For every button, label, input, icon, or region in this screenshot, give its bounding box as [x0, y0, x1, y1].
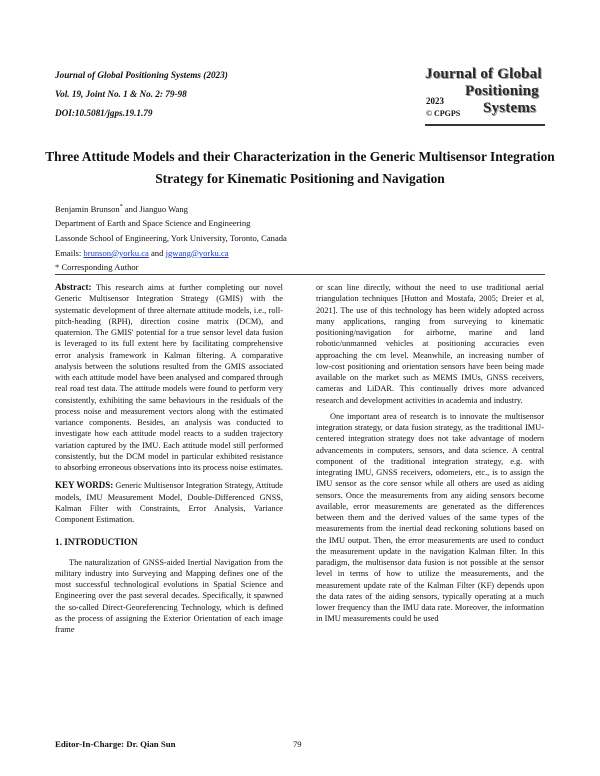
affiliation-school: Lassonde School of Engineering, York University, Toronto, Canada — [55, 233, 287, 244]
intro-paragraph-3: One important area of research is to innovate the multisensor integration strategy, or data fusion strategy, as the traditional IMU-centered integration strategy does not take advantage of modern advancements in computers, sensors, and data science. A central component of the traditional integration strategy, e.g. with integrating IMU, GNSS receivers, odometers, etc., is to assign the IMU sensor as the core sensor while all others are used as aiding sensors. Once the measurements from any aiding sensors become available, error measurements are generated as the differences between them and the derived values of the same types of the measurements from the inertial dead reckoning solutions based on the IMU output. Then, the error measurements are used to conduct the measurement update in the navigation Kalman filter. In this paradigm, the multisensor data fusion is not possible at the sensor level in terms of how to utilize the measurements, and the measurement update rate of the Kalman Filter (KF) depends upon the data rates of the aiding sensors, typically operating at a much lower frequency than the IMU data rate. Moreover, the information in IMU measurements could be used — [316, 411, 544, 624]
author-line — [55, 200, 287, 216]
keywords-text: Generic Multisensor Integration Strategy, Attitude models, IMU Measurement Model, Double-Differenced GNSS, Kalman Filter with Constraints, Error Analysis, Variance Component Estimation. — [55, 481, 283, 524]
author-2: and Jianguo Wang — [122, 203, 188, 214]
section-heading-introduction: 1. INTRODUCTION — [55, 537, 138, 548]
logo-copyright: © CPGPS — [426, 109, 461, 118]
logo-line-3: Systems — [483, 100, 537, 116]
email-link-1[interactable]: brunson@yorku.ca — [83, 247, 149, 258]
intro-paragraph-2: or scan line directly, without the need to use traditional aerial triangulation techniques [Hutton and Mostafa, 2005; Dreier et al, 2021]. The use of this technology has been widely adopted across many applications, ranging from surveying to kinematic positioning/navigation for airborne, marine and land robotic/unmanned vehicles at positioning accuracies even approaching the cm level. Meanwhile, an increasing number of low-cost positioning and orientation sensors have been being made available on the market such as MEMS IMUs, GNSS receivers, cameras and LiDAR. This continually drives more advanced research and development activities in academia and industry. — [316, 283, 544, 405]
emails-line — [55, 246, 287, 261]
page-number: 79 — [293, 739, 302, 749]
logo-line-1: Journal of Global — [425, 66, 542, 82]
affiliation-department: Department of Earth and Space Science and Engineering — [55, 218, 251, 229]
abstract-text: This research aims at further completing our novel Generic Multisensor Integration Strategy (GMIS) with the systematic development of three alternate attitude models, i.e., roll-pitch-heading (RPH), direction cosine matrix (DCM), and quaternion. The GMIS' potential for a true sensor level data fusion is leveraged to its full extent here by facilitating comprehensive error analysis framework in Kalman filtering. A comparative analysis between the solutions resulted from the GMIS associated with each attitude model have been analysed and compared through real road test data. The attitude models were found to perform very consistently, exhibiting the same behaviours in the residuals of the process noise and measurement vectors along with the estimated variance components. Besides, an analysis was conducted to investigate how each attitude model reacts to a sudden trajectory variation captured by the IMU. Each attitude model still performed consistently, but the DCM model in particular exhibited resistance to absorbing erroneous observations into its process noise estimates. — [55, 283, 283, 472]
email-separator: and — [148, 247, 166, 258]
journal-header — [55, 66, 228, 123]
logo-year: 2023 — [426, 96, 444, 106]
author-block — [55, 200, 287, 275]
left-column — [55, 282, 283, 635]
corresponding-author-note: * Corresponding Author — [55, 262, 139, 273]
footer-editor: Editor-In-Charge: Dr. Qian Sun — [55, 739, 176, 749]
logo-line-2: Positioning — [465, 83, 539, 99]
corresponding-mark: * — [119, 204, 123, 210]
paper-title: Three Attitude Models and their Characterization in the Generic Multisensor Integration Strategy for Kinematic Positioning and Navigation — [45, 149, 555, 186]
abstract-label: Abstract: — [55, 282, 92, 292]
author-1: Benjamin Brunson — [55, 203, 120, 214]
doi: DOI:10.5081/jgps.19.1.79 — [55, 108, 153, 118]
intro-paragraph-1: The naturalization of GNSS-aided Inertial Navigation from the military industry into Surveying and Mapping defines one of the most successful technological evolutions in Spatial Science and Engineering over the past several decades. Specifically, it spawned the so-called Direct-Georeferencing Technology, which is defined as the process of assigning the Exterior Orientation of each image frame — [55, 557, 283, 634]
journal-logo — [423, 66, 547, 128]
right-column — [316, 282, 544, 625]
email-link-2[interactable]: jgwang@yorku.ca — [165, 247, 229, 258]
header-divider — [55, 274, 545, 275]
keywords — [55, 480, 283, 525]
emails-label: Emails: — [55, 247, 84, 258]
keywords-label: KEY WORDS: — [55, 480, 114, 491]
volume-info: Vol. 19, Joint No. 1 & No. 2: 79-98 — [55, 89, 187, 99]
journal-name: Journal of Global Positioning Systems (2023) — [55, 70, 228, 80]
abstract — [55, 282, 283, 473]
logo-underline — [425, 124, 545, 126]
